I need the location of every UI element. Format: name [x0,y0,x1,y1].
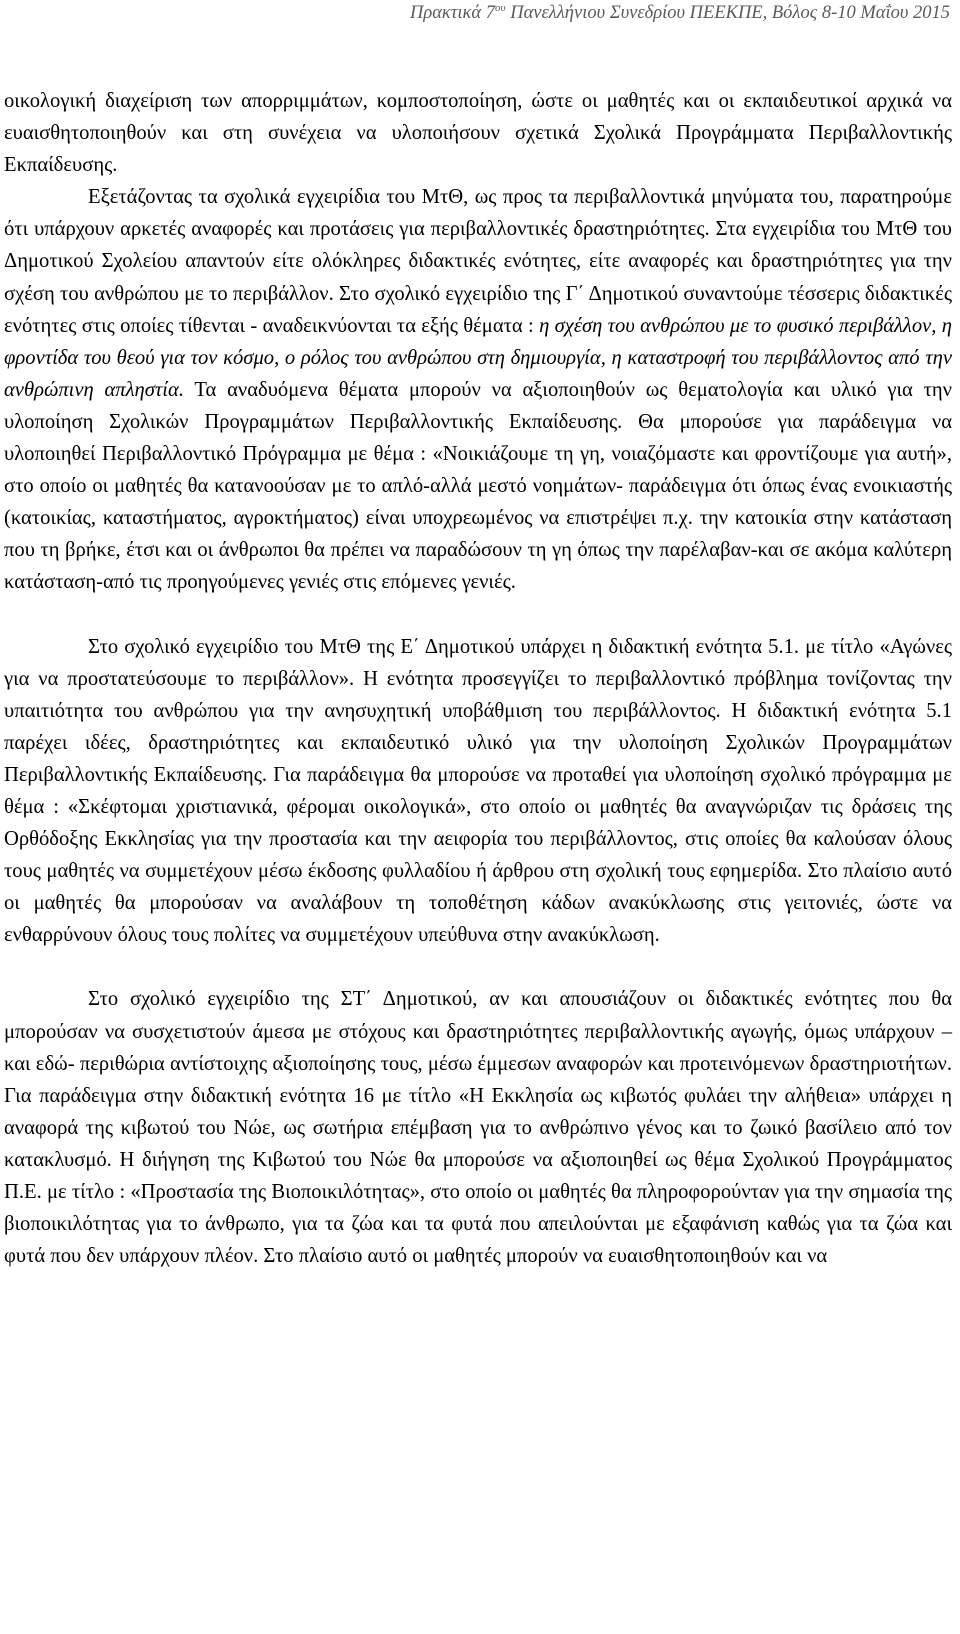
paragraph-2-text-b: Τα αναδυόμενα θέματα μπορούν να αξιοποιηθούν ως θεματολογία και υλικό για την υλοποίηση Σχολικών Προγραμμάτων Περιβαλλοντικής Εκπαίδευσης. Θα μπορούσε για παράδειγμα να υλοποιηθεί Περιβαλλοντικό Πρόγραμμα με θέμα : «Νοικιάζουμε τη γη, νοιαζόμαστε και φροντίζουμε για αυτή», στο οποίο οι μαθητές θα κατανοούσαν με το απλό-αλλά μεστό νοημάτων- παράδειγμα ότι όπως ένας ενοικιαστής (κατοικίας, καταστήματος, αγροκτήματος) είναι υποχρεωμένος να επιστρέψει π.χ. την κατοικία στην κατάσταση που τη βρήκε, έτσι και οι άνθρωποι θα πρέπει να παραδώσουν τη γη όπως την παρέλαβαν-και σε ακόμα καλύτερη κατάσταση-από τις προηγούμενες γενιές στις επόμενες γενιές. [4,378,952,594]
paragraph-4-text: Στο σχολικό εγχειρίδιο της ΣΤ΄ Δημοτικού, αν και απουσιάζουν οι διδακτικές ενότητες που θα μπορούσαν να συσχετιστούν άμεσα με στόχους και δραστηριότητες περιβαλλοντικής αγωγής, όμως υπάρχουν –και εδώ- περιθώρια αντίστοιχης αξιοποίησης τους, μέσω έμμεσων αναφορών και προτεινόμενων δραστηριοτήτων. Για παράδειγμα στην διδακτική ενότητα 16 με τίτλο «Η Εκκλησία ως κιβωτός φυλάει την αλήθεια» υπάρχει η αναφορά της κιβωτού του Νώε, ως σωτήρια επέμβαση για το ανθρώπινο γένος και το ζωικό βασίλειο από τον κατακλυσμό. Η διήγηση της Κιβωτού του Νώε θα μπορούσε να αξιοποιηθεί ως θέμα Σχολικού Προγράμματος Π.Ε. με τίτλο : «Προστασία της Βιοποικιλότητας», στο οποίο οι μαθητές θα πληροφορούνταν για την σημασία της βιοποικιλότητας για το άνθρωπο, για τα ζώα και τα φυτά που απειλούνται με εξαφάνιση καθώς για τα ζώα και φυτά που δεν υπάρχουν πλέον. Στο πλαίσιο αυτό οι μαθητές μπορούν να ευαισθητοποιηθούν και να [4,988,952,1268]
header-ordinal-suffix: ου [495,2,506,14]
paragraph-2-text-a: Εξετάζοντας τα σχολικά εγχειρίδια του ΜτΘ, ως προς τα περιβαλλοντικά μηνύματα του, παρατηρούμε ότι υπάρχουν αρκετές αναφορές και προτάσεις για περιβαλλοντικές δραστηριότητες. Στα εγχειρίδια του ΜτΘ του Δημοτικού Σχολείου απαντούν είτε ολόκληρες διδακτικές ενότητες, είτε αναφορές και δραστηριότητες για την σχέση του ανθρώπου με το περιβάλλον. Στο σχολικό εγχειρίδιο της Γ΄ Δημοτικού συναντούμε τέσσερις διδακτικές ενότητες στις οποίες τίθενται - αναδεικνύονται τα εξής θέματα : [4,186,952,337]
paragraph-3 [4,631,952,952]
body-text [4,85,952,1272]
paragraph-1-text: οικολογική διαχείριση των απορριμμάτων, κομποστοποίηση, ώστε οι μαθητές και οι εκπαιδευτικοί αρχικά να ευαισθητοποιηθούν και στη συνέχεια να υλοποιήσουν σχετικά Σχολικά Προγράμματα Περιβαλλοντικής Εκπαίδευσης. [4,90,952,177]
running-header [4,0,952,26]
paragraph-2 [4,181,952,598]
header-conference: Πανελλήνιου Συνεδρίου ΠΕΕΚΠΕ, Βόλος 8-10 Μαΐου 2015 [505,3,950,23]
paragraph-2-italic-themes: η σχέση του ανθρώπου με το φυσικό περιβάλλον, η φροντίδα του θεού για τον κόσμο, ο ρόλος του ανθρώπου στη δημιουργία, η καταστροφή του περιβάλλοντος από την ανθρώπινη απληστία. [4,314,952,401]
paragraph-1 [4,85,952,181]
paragraph-4 [4,983,952,1272]
paragraph-3-text: Στο σχολικό εγχειρίδιο του ΜτΘ της Ε΄ Δημοτικού υπάρχει η διδακτική ενότητα 5.1. με τίτλο «Αγώνες για να προστατεύσουμε το περιβάλλον». Η ενότητα προσεγγίζει το περιβαλλοντικό πρόβλημα τονίζοντας την υπαιτιότητα του ανθρώπου για την ανησυχητική υποβάθμιση του περιβάλλοντος. Η διδακτική ενότητα 5.1 παρέχει ιδέες, δραστηριότητες και εκπαιδευτικό υλικό για την υλοποίηση Σχολικών Προγραμμάτων Περιβαλλοντικής Εκπαίδευσης. Για παράδειγμα θα μπορούσε να προταθεί για υλοποίηση σχολικό πρόγραμμα με θέμα : «Σκέφτομαι χριστιανικά, φέρομαι οικολογικά», στο οποίο οι μαθητές θα αναγνώριζαν τις δράσεις της Ορθόδοξης Εκκλησίας για την προστασία και την αειφορία του περιβάλλοντος, στις οποίες θα καλούσαν όλους τους μαθητές να συμμετέχουν μέσω έκδοσης φυλλαδίου ή άρθρου στη σχολική τους εφημερίδα. Στο πλαίσιο αυτό οι μαθητές θα μπορούσαν να αναλάβουν τη τοποθέτηση κάδων ανακύκλωσης στις γειτονιές, ώστε να ενθαρρύνουν όλους τους πολίτες να συμμετέχουν υπεύθυνα στην ανακύκλωση. [4,635,952,947]
header-title: Πρακτικά 7 [409,3,496,23]
